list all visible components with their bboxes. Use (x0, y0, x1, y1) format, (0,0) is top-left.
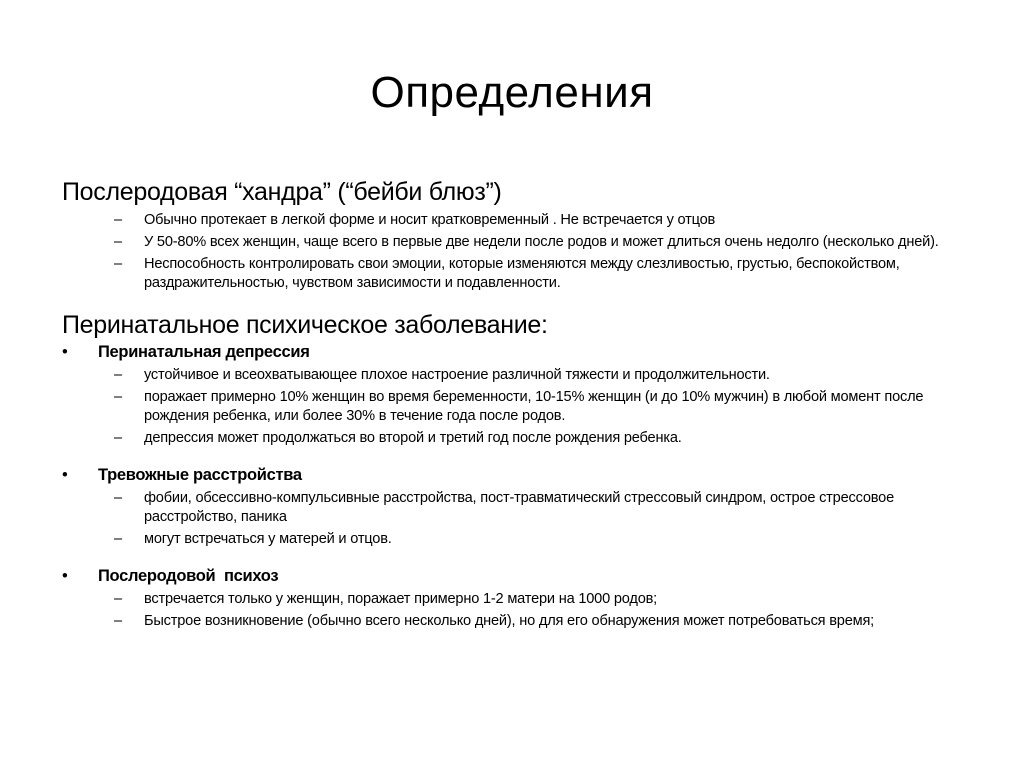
list-item: – фобии, обсессивно-компульсивные расстройства, пост-травматический стрессовый синдром, острое стрессовое расстройство, паника (114, 490, 894, 525)
group-label-depression: • Перинатальная депрессия (62, 343, 310, 361)
dash-marker: – (114, 256, 122, 272)
dash-marker: – (114, 430, 122, 446)
slide-title: Определения (370, 68, 654, 117)
dash-marker: – (114, 389, 122, 405)
group-label-psychosis: • Послеродовой психоз (62, 567, 279, 585)
list-item: – могут встречаться у матерей и отцов. (114, 531, 392, 547)
list-item: – устойчивое и всеохватывающее плохое настроение различной тяжести и продолжительности. (114, 367, 770, 383)
section-heading-perinatal: Перинатальное психическое заболевание: (62, 311, 548, 339)
list-item: – Обычно протекает в легкой форме и носит кратковременный . Не встречается у отцов (114, 212, 716, 228)
bullet-marker: • (62, 567, 68, 585)
bullet-marker: • (62, 343, 68, 361)
dash-marker: – (114, 367, 122, 383)
list-item: – Быстрое возникновение (обычно всего несколько дней), но для его обнаружения может потребоваться время; (114, 613, 875, 629)
list-item: – встречается только у женщин, поражает примерно 1-2 матери на 1000 родов; (114, 591, 658, 607)
dash-marker: – (114, 212, 122, 228)
dash-marker: – (114, 490, 122, 506)
list-item: – депрессия может продолжаться во второй и третий год после рождения ребенка. (114, 430, 682, 446)
section-heading-baby-blues: Послеродовая “хандра” (“бейби блюз”) (62, 178, 502, 206)
bullet-marker: • (62, 466, 68, 484)
list-item: – поражает примерно 10% женщин во время беременности, 10-15% женщин (и до 10% мужчин) в любой момент после рождения ребенка, или более 30% в течение года после родов. (114, 389, 924, 424)
dash-marker: – (114, 613, 122, 629)
slide-content (62, 176, 962, 631)
dash-marker: – (114, 591, 122, 607)
dash-marker: – (114, 234, 122, 250)
list-item: – У 50-80% всех женщин, чаще всего в первые две недели после родов и может длиться очень недолго (несколько дней). (114, 234, 939, 250)
group-label-anxiety: • Тревожные расстройства (62, 466, 302, 484)
list-item: – Неспособность контролировать свои эмоции, которые изменяются между слезливостью, грустью, беспокойством, раздражительностью, чувством зависимости и подавленности. (114, 256, 900, 291)
dash-marker: – (114, 531, 122, 547)
